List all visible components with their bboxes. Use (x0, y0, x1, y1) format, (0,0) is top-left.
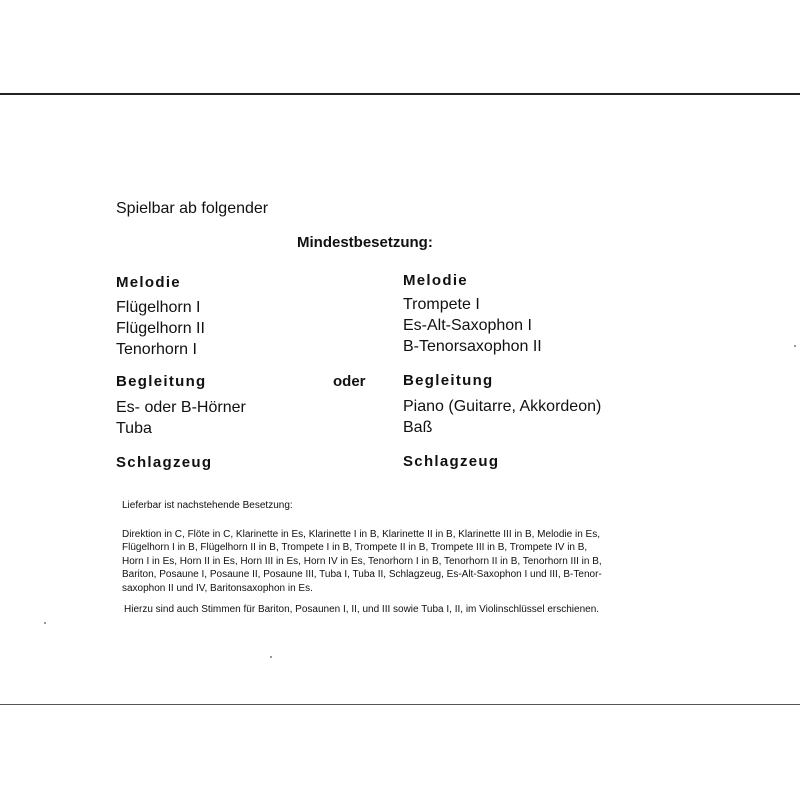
right-schlagzeug-heading: Schlagzeug (403, 453, 500, 470)
list-item: Flügelhorn I (116, 299, 201, 316)
besetzung-line: Horn I in Es, Horn II in Es, Horn III in Es, Horn IV in Es, Tenorhorn I in B, Tenorhorn II in B, Tenorhorn III in B, (122, 555, 602, 567)
section-heading: Mindestbesetzung: (297, 234, 433, 251)
list-item: Trompete I (403, 296, 480, 313)
right-begleitung-heading: Begleitung (403, 372, 494, 389)
scan-speck (270, 656, 272, 658)
list-item: Piano (Guitarre, Akkordeon) (403, 398, 602, 415)
scan-speck (44, 622, 46, 624)
besetzung-line: Bariton, Posaune I, Posaune II, Posaune III, Tuba I, Tuba II, Schlagzeug, Es-Alt-Saxophon I und III, B-Tenor- (122, 569, 602, 581)
list-item: Tenorhorn I (116, 341, 197, 358)
intro-text: Spielbar ab folgender (116, 200, 269, 217)
besetzung-paragraph (122, 528, 712, 595)
list-item: Es-Alt-Saxophon I (403, 317, 532, 334)
list-item: B-Tenorsaxophon II (403, 338, 542, 355)
left-schlagzeug-heading: Schlagzeug (116, 454, 213, 471)
lieferbar-heading: Lieferbar ist nachstehende Besetzung: (122, 500, 293, 511)
left-begleitung-list (116, 397, 246, 439)
list-item: Tuba (116, 420, 152, 437)
violinschluessel-note: Hierzu sind auch Stimmen für Bariton, Posaunen I, II, und III sowie Tuba I, II, im Violinschlüssel erschienen. (124, 604, 600, 615)
left-melodie-list (116, 297, 205, 360)
list-item: Flügelhorn II (116, 320, 205, 337)
right-melodie-list (403, 294, 542, 357)
besetzung-line: saxophon II und IV, Baritonsaxophon in Es. (122, 582, 313, 594)
right-melodie-heading: Melodie (403, 272, 468, 289)
right-begleitung-list (403, 396, 601, 438)
besetzung-line: Flügelhorn I in B, Flügelhorn II in B, Trompete I in B, Trompete II in B, Trompete III in B, Trompete IV in B, (122, 542, 588, 554)
left-begleitung-heading: Begleitung (116, 373, 207, 390)
oder-separator: oder (333, 373, 366, 390)
left-melodie-heading: Melodie (116, 274, 181, 291)
besetzung-line: Direktion in C, Flöte in C, Klarinette in Es, Klarinette I in B, Klarinette II in B, Klarinette III in B, Melodie in Es, (122, 529, 600, 540)
list-item: Es- oder B-Hörner (116, 399, 246, 416)
list-item: Baß (403, 419, 433, 436)
scan-speck (794, 345, 796, 347)
